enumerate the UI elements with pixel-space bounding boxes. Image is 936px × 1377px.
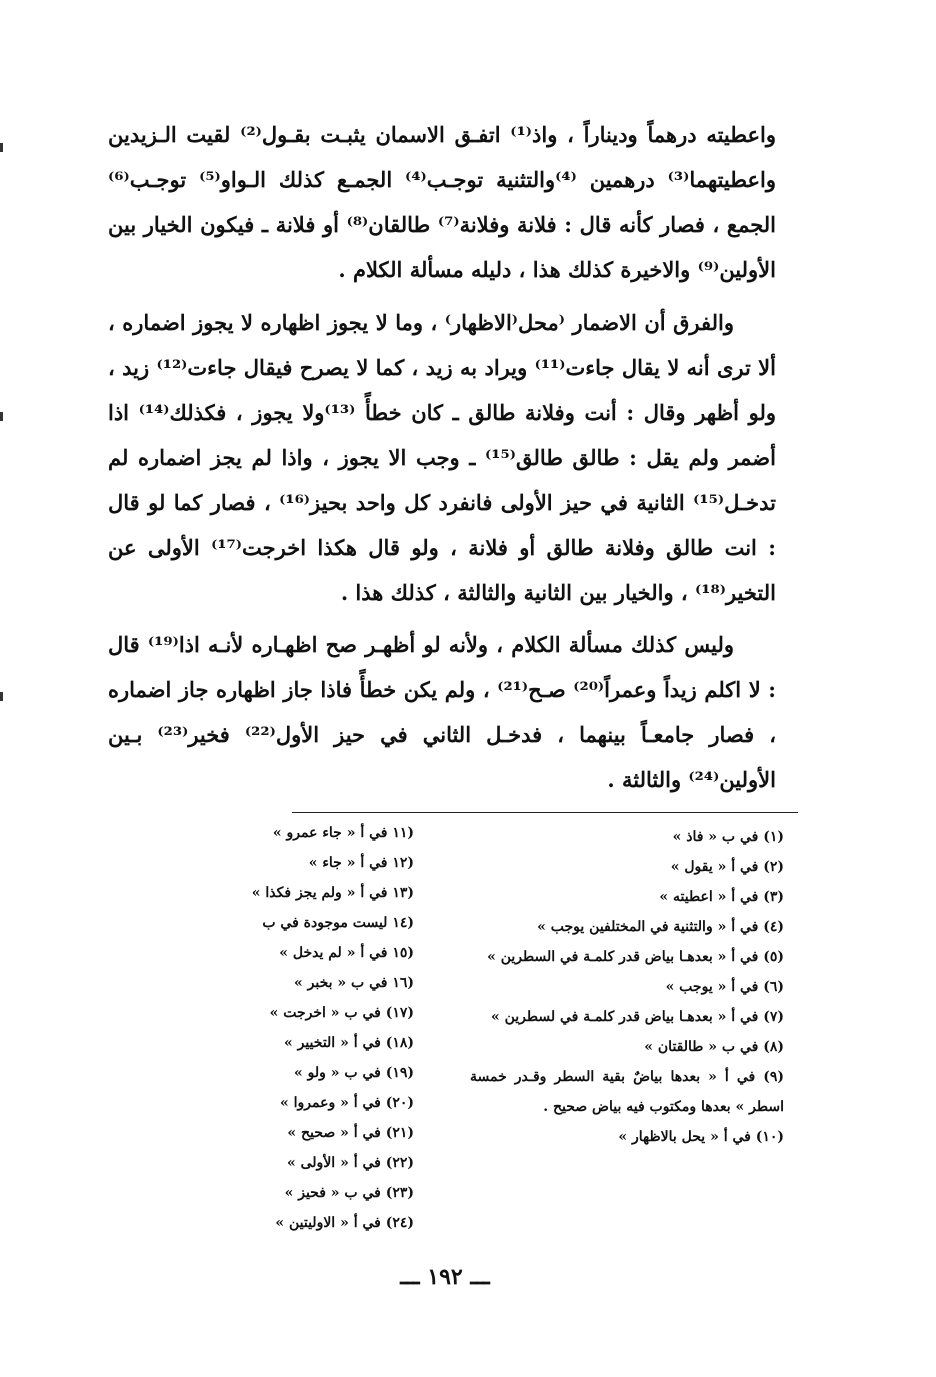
footnote-10: (١٠) في أ « يحل بالاظهار » <box>618 1129 784 1145</box>
footnote-separator <box>292 812 798 813</box>
margin-tick-mark <box>0 412 3 421</box>
margin-tick-mark <box>0 143 3 152</box>
footnote-4: (٤) في أ « والتثنية في المختلفين يوجب » <box>537 919 784 935</box>
footnote-23: (٢٣) في ب « فحيز » <box>284 1185 414 1201</box>
footnote-20: (٢٠) في أ « وعمروا » <box>280 1095 414 1111</box>
footnote-17: (١٧) في ب « اخرجت » <box>269 1005 414 1021</box>
footnote-6: (٦) في أ « يوجب » <box>665 979 784 995</box>
margin-tick-mark <box>0 692 3 701</box>
paragraph-3: وليس كذلك مسألة الكلام ، ولأنه لو أظهـر صح اظهـاره لأنـه اذا⁽¹⁹⁾ قال : لا اكلم زيداً وعمراً⁽²⁰⁾ صـح⁽²¹⁾ ، ولم يكن خطأً فاذا جاز اظهاره جاز اضماره ، فصار جامعـاً بينهما ، فدخـل الثاني في حيز الأول⁽²²⁾ فخير⁽²³⁾ بـين الأولين⁽²⁴⁾ والثالثة . <box>108 632 776 792</box>
paragraph-1: واعطيته درهماً وديناراً ، واذ⁽¹⁾ اتفـق الاسمان يثبـت بقـول⁽²⁾ لقيت الـزيدين واعطيتهما⁽³⁾ درهمين ⁽⁴⁾والتثنية توجـب⁽⁴⁾ الجمـع كذلك الـواو⁽⁵⁾ توجـب⁽⁶⁾ الجمع ، فصار كأنه قال : فلانة وفلانة⁽⁷⁾ طالقان⁽⁸⁾ أو فلانة ـ فيكون الخيار بين الأولين⁽⁹⁾ والاخيرة كذلك هذا ، دليله مسألة الكلام . <box>108 122 777 282</box>
footnote-11: (١١ في أ « جاء عمرو » <box>272 825 414 841</box>
footnote-9: (٩) في أ « بعدها بياضٌ بقية السطر وقـدر خمسة اسطر » بعدها ومكتوب فيه بياض صحيح . <box>470 1069 784 1115</box>
footnote-12: (١٢ في أ « جاء » <box>308 855 414 871</box>
footnote-21: (٢١) في أ « صحيح » <box>287 1125 414 1141</box>
footnote-1: (١) في ب « فاذ » <box>672 829 784 845</box>
footnotes-left-column <box>226 818 414 1238</box>
footnote-13: (١٣ في أ « ولم يجز فكذا » <box>251 885 414 901</box>
footnote-19: (١٩) في ب « ولو » <box>294 1065 414 1081</box>
footnote-24: (٢٤) في أ « الاوليتين » <box>275 1215 414 1231</box>
page-number: ـــ ١٩٢ ـــ <box>400 1264 490 1290</box>
footnote-8: (٨) في ب « طالقتان » <box>644 1039 784 1055</box>
footnote-2: (٢) في أ « يقول » <box>670 859 784 875</box>
footnote-7: (٧) في أ « بعدهـا بياض قدر كلمـة في لسطرين » <box>490 1009 784 1025</box>
footnote-3: (٣) في أ « اعطيته » <box>659 889 784 905</box>
footnotes-right-column <box>470 822 784 1152</box>
paragraph-2: والفرق أن الاضمار ⁽محل⁽الاظهار⁾ ، وما لا يجوز اظهاره لا يجوز اضماره ، ألا ترى أنه لا يقال جاءت⁽¹¹⁾ ويراد به زيد ، كما لا يصرح فيقال جاءت⁽¹²⁾ زيد ، ولو أظهر وقال : أنت وفلانة طالق ـ كان خطأً ⁽¹³⁾ولا يجوز ، فكذلك⁽¹⁴⁾ اذا أضمر ولم يقل : طالق طالق⁽¹⁵⁾ ـ وجب الا يجوز ، واذا لم يجز اضماره لم تدخـل⁽¹⁵⁾ الثانية في حيز الأولى فانفرد كل واحد بحيز⁽¹⁶⁾ ، فصار كما لو قال : انت طالق وفلانة طالق أو فلانة ، ولو قال هكذا اخرجت⁽¹⁷⁾ الأولى عن التخير⁽¹⁸⁾ ، والخيار بين الثانية والثالثة ، كذلك هذا . <box>108 310 777 605</box>
footnote-16: (١٦ في ب « بخبر » <box>294 975 414 991</box>
footnote-15: (١٥ في أ « لم يدخل » <box>279 945 414 961</box>
footnote-14: (١٤ ليست موجودة في ب <box>262 915 414 931</box>
footnote-18: (١٨) في أ « التخيير » <box>283 1035 414 1051</box>
footnote-22: (٢٢) في أ « الأولى » <box>287 1155 414 1171</box>
footnote-5: (٥) في أ « بعدهـا بياض قدر كلمـة في السطرين » <box>487 949 784 965</box>
